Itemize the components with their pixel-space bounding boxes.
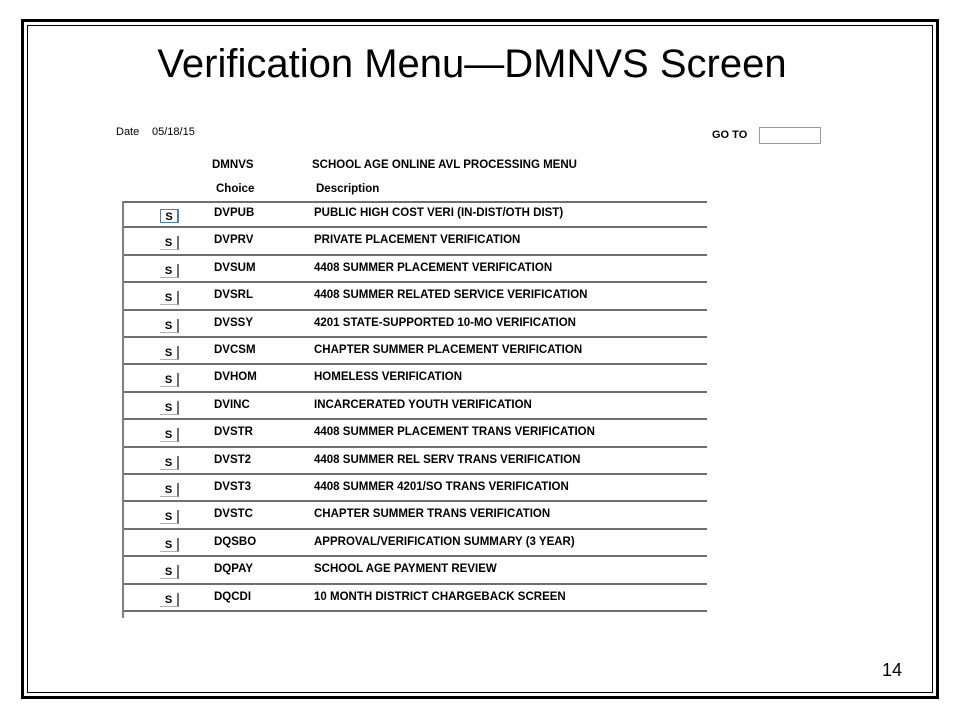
select-button-dvst2[interactable]: S — [160, 456, 179, 470]
select-button-dvinc[interactable]: S — [160, 401, 179, 415]
menu-item-code: DVPRV — [214, 234, 254, 247]
select-button-dvsum[interactable]: S — [160, 264, 179, 278]
select-button-dqsbo[interactable]: S — [160, 538, 179, 552]
menu-title: SCHOOL AGE ONLINE AVL PROCESSING MENU — [312, 159, 577, 171]
date-label: Date — [116, 126, 140, 138]
menu-item-description: HOMELESS VERIFICATION — [314, 371, 463, 384]
menu-item-code: DQSBO — [214, 535, 257, 548]
select-button-dvprv[interactable]: S — [160, 236, 179, 250]
select-button-dvssy[interactable]: S — [160, 319, 179, 333]
slide-title: Verification Menu—DMNVS Screen — [157, 42, 787, 86]
select-button-dqpay[interactable]: S — [160, 565, 179, 579]
select-button-dvcsm[interactable]: S — [160, 346, 179, 360]
menu-item-description: 4408 SUMMER REL SERV TRANS VERIFICATION — [314, 453, 581, 466]
menu-row — [124, 256, 707, 283]
menu-code: DMNVS — [212, 159, 254, 171]
menu-item-description: 4201 STATE-SUPPORTED 10-MO VERIFICATION — [314, 316, 576, 329]
menu-row — [124, 228, 707, 255]
goto-input[interactable] — [759, 127, 821, 144]
menu-row — [124, 311, 707, 338]
choice-column-header: Choice — [216, 183, 255, 195]
description-column-header: Description — [316, 183, 380, 195]
menu-row — [124, 530, 707, 557]
menu-item-code: DQPAY — [214, 563, 253, 576]
date-value: 05/18/15 — [152, 126, 195, 138]
menu-item-description: CHAPTER SUMMER TRANS VERIFICATION — [314, 508, 551, 521]
menu-item-description: 4408 SUMMER 4201/SO TRANS VERIFICATION — [314, 481, 569, 493]
menu-item-description: 4408 SUMMER PLACEMENT TRANS VERIFICATION — [314, 426, 595, 439]
menu-item-description: 10 MONTH DISTRICT CHARGEBACK SCREEN — [314, 590, 566, 603]
menu-row — [124, 338, 707, 365]
menu-item-code: DVSSY — [214, 316, 253, 329]
menu-row — [124, 420, 707, 447]
menu-item-description: SCHOOL AGE PAYMENT REVIEW — [314, 563, 497, 576]
menu-item-code: DVSRL — [214, 289, 253, 302]
menu-item-code: DVST2 — [214, 453, 252, 466]
select-button-dvstr[interactable]: S — [160, 428, 179, 442]
menu-item-code: DVPUB — [214, 207, 255, 219]
dmnvs-screen — [100, 118, 840, 628]
select-button-dvhom[interactable]: S — [160, 373, 179, 387]
menu-row — [124, 502, 707, 529]
menu-row — [124, 448, 707, 475]
menu-item-code: DVCSM — [214, 344, 256, 356]
menu-item-description: 4408 SUMMER PLACEMENT VERIFICATION — [314, 261, 553, 274]
select-button-dvst3[interactable]: S — [160, 483, 179, 497]
menu-item-description: 4408 SUMMER RELATED SERVICE VERIFICATION — [314, 289, 588, 302]
menu-item-code: DVSTR — [214, 426, 253, 439]
menu-row — [124, 585, 707, 612]
menu-item-code: DVSUM — [214, 261, 256, 274]
menu-row — [124, 393, 707, 420]
select-button-dvpub[interactable]: S — [160, 209, 179, 223]
menu-item-description: APPROVAL/VERIFICATION SUMMARY (3 YEAR) — [314, 535, 575, 548]
page-number: 14 — [881, 660, 902, 680]
menu-row — [124, 557, 707, 584]
menu-row — [124, 283, 707, 310]
menu-item-code: DVHOM — [214, 371, 257, 384]
select-button-dvsrl[interactable]: S — [160, 291, 179, 305]
menu-item-code: DVST3 — [214, 481, 252, 493]
menu-row — [124, 201, 707, 228]
select-button-dqcdi[interactable]: S — [160, 593, 179, 607]
select-button-dvstc[interactable]: S — [160, 510, 179, 524]
menu-item-code: DVINC — [214, 398, 250, 411]
menu-item-code: DQCDI — [214, 590, 252, 603]
menu-item-description: PRIVATE PLACEMENT VERIFICATION — [314, 234, 521, 247]
menu-item-description: INCARCERATED YOUTH VERIFICATION — [314, 398, 532, 411]
menu-list — [122, 201, 707, 618]
menu-row — [124, 475, 707, 502]
menu-row — [124, 365, 707, 392]
row-divider — [124, 610, 707, 612]
menu-item-code: DVSTC — [214, 508, 253, 521]
menu-item-description: CHAPTER SUMMER PLACEMENT VERIFICATION — [314, 344, 583, 356]
goto-label: GO TO — [712, 129, 748, 141]
menu-item-description: PUBLIC HIGH COST VERI (IN-DIST/OTH DIST) — [314, 207, 564, 219]
row-divider — [124, 201, 707, 203]
